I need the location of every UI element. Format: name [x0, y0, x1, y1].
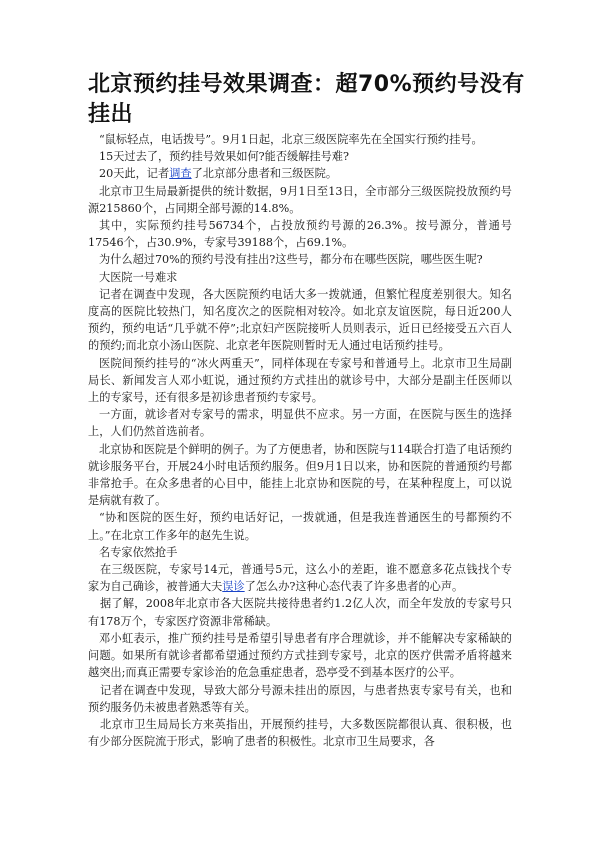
article-paragraph: 北京市卫生局最新提供的统计数据，9月1日至13日，全市部分三级医院投放预约号源215860个，占同期全部号源的14.8%。 — [88, 184, 512, 215]
article-paragraph: 大医院一号难求 — [99, 270, 178, 284]
article-paragraph: “鼠标轻点，电话拨号”。9月1日起，北京三级医院率先在全国实行预约挂号。 — [99, 133, 483, 146]
paragraph-text: 在三级医院，专家号14元，普通号5元，这么小的差距，谁不愿意多花点钱找个专家为自己确诊，被普通大夫 — [88, 563, 512, 594]
article-body — [88, 131, 512, 750]
inline-link[interactable]: 调查 — [169, 167, 192, 181]
article-paragraph — [88, 165, 512, 182]
article-paragraph: “协和医院的医生好，预约电话好记，一拨就通，但是我连普通医生的号都预约不上。”在北京工作多年的赵先生说。 — [88, 511, 512, 542]
paragraph-text: 20天此，记者 — [99, 167, 170, 181]
article-paragraph: 15天过去了，预约挂号效果如何?能否缓解挂号难? — [99, 150, 349, 164]
article-paragraph — [88, 561, 512, 595]
article-paragraph: 名专家依然抢手 — [99, 545, 178, 559]
article-paragraph: 邓小虹表示，推广预约挂号是希望引导患者有序合理就诊，并不能解决专家稀缺的问题。如果所有就诊者都希望通过预约方式挂到专家号，北京的医疗供需矛盾将越来越突出;而真正需要专家诊治的危急重症患者，恐亭受不到基本医疗的公平。 — [88, 631, 512, 680]
article-paragraph: 记者在调查中发现，各大医院预约电话大多一拨就通，但繁忙程度差别很大。知名度高的医院比较热门，知名度次之的医院相对较冷。如北京友谊医院，每日近200人预约，预约电话“几乎就不停”;北京妇产医院接听人员则表示，近日已经接受五六百人的预约;而北京小汤山医院、北京老年医院则暂时无人通过电话预约挂号。 — [88, 287, 512, 353]
article-paragraph: 北京市卫生局局长方来英指出，开展预约挂号，大多数医院都很认真、很积极，也有少部分医院流于形式，影响了患者的积极性。北京市卫生局要求，各 — [88, 717, 512, 749]
article-paragraph: 北京协和医院是个鲜明的例子。为了方便患者，协和医院与114联合打造了电话预约就诊服务平台，开展24小时电话预约服务。但9月1日以来，协和医院的普通预约号都非常抢手。在众多患者的心目中，能挂上北京协和医院的号，在某种程度上，可以说是病就有救了。 — [88, 442, 512, 508]
inline-link[interactable]: 误诊 — [222, 580, 245, 594]
article-paragraph: 据了解，2008年北京市各大医院共接待患者约1.2亿人次，而全年发放的专家号只有178万个，专家医疗资源非常稀缺。 — [88, 597, 512, 628]
paragraph-text: 了北京部分患者和三级医院。 — [191, 167, 338, 181]
article-paragraph: 一方面，就诊者对专家号的需求，明显供不应求。另一方面，在医院与医生的选择上，人们仍然首选前者。 — [88, 408, 512, 439]
paragraph-text: 了怎么办?这种心态代表了许多患者的心声。 — [244, 580, 464, 594]
article-paragraph: 其中，实际预约挂号56734个，占投放预约号源的26.3%。按号源分，普通号17546个，占30.9%，专家号39188个，占69.1%。 — [88, 219, 512, 250]
article-paragraph: 记者在调查中发现，导致大部分号源未挂出的原因，与患者热衷专家号有关，也和预约服务仍未被患者熟悉等有关。 — [88, 683, 512, 714]
article-paragraph: 医院间预约挂号的“冰火两重天”，同样体现在专家号和普通号上。北京市卫生局副局长、新闻发言人邓小虹说，通过预约方式挂出的就诊号中，大部分是副主任医师以上的专家号，还有很多是初诊患者预约专家号。 — [88, 356, 512, 405]
article-paragraph: 为什么超过70%的预约号没有挂出?这些号，都分布在哪些医院，哪些医生呢? — [99, 253, 483, 267]
article-title: 北京预约挂号效果调查：超70%预约号没有挂出 — [88, 72, 525, 127]
